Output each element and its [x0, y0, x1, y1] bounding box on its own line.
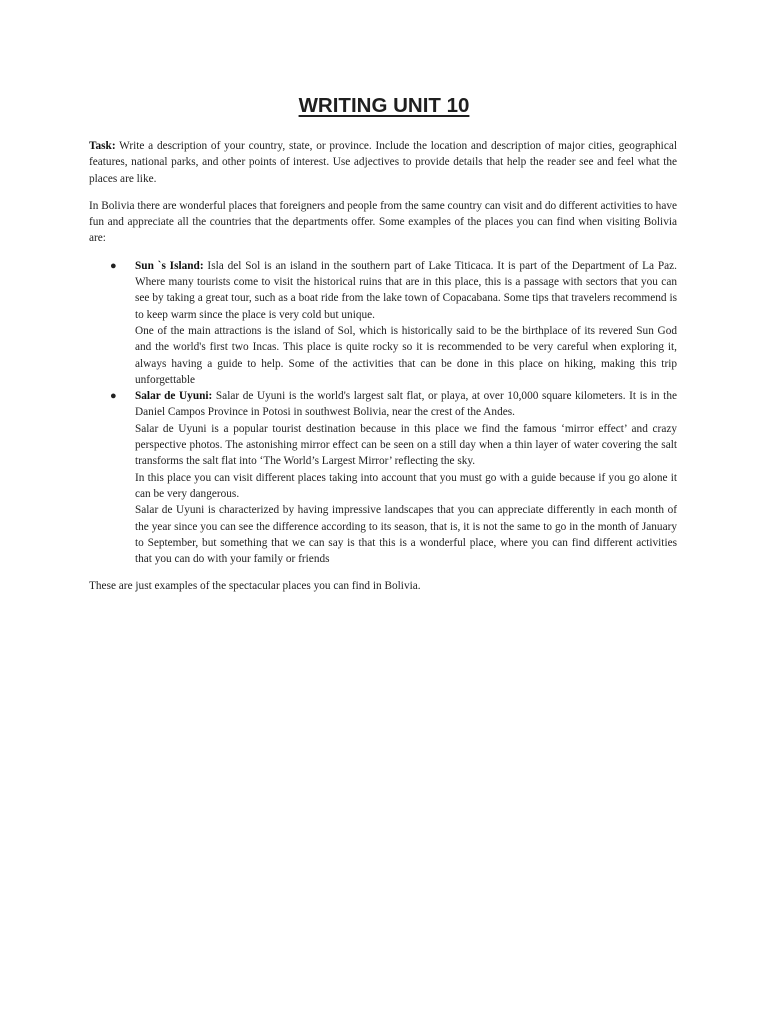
task-paragraph: [89, 138, 677, 187]
list-item-sun-island: [110, 258, 677, 388]
document-body: [89, 138, 677, 595]
place-paragraph: Salar de Uyuni: Salar de Uyuni is the world's largest salt flat, or playa, at over 10,000 square kilometers. It is in the Daniel Campos Province in Potosi in southwest Bolivia, near the crest of the Andes.: [135, 390, 677, 419]
place-name: Sun `s Island:: [135, 259, 204, 272]
place-paragraph: One of the main attractions is the island of Sol, which is historically said to be the birthplace of its revered Sun God and the world's first two Incas. This place is quite rocky so it is recommended to be very careful when exploring it, always having a guide to help. Some of the activities that can be done in this place on hiking, making this trip unforgettable: [135, 324, 677, 386]
document-title: WRITING UNIT 10: [298, 94, 470, 117]
list-item-salar-de-uyuni: [110, 388, 677, 567]
closing-paragraph: These are just examples of the spectacular places you can find in Bolivia.: [89, 580, 421, 593]
task-label: Task:: [89, 140, 116, 152]
place-paragraph: Salar de Uyuni is a popular tourist destination because in this place we find the famous ‘mirror effect’ and crazy perspective photos. The astonishing mirror effect can be seen on a still day when a thin layer of water covering the salt transforms the salt flat into ‘The World’s Largest Mirror’ reflecting the sky.: [135, 422, 677, 468]
task-text: Write a description of your country, state, or province. Include the location and description of major cities, geographical features, national parks, and other points of interest. Use adjectives to provide details that help the reader see and feel what the places are like.: [89, 140, 677, 185]
place-paragraph: Salar de Uyuni is characterized by having impressive landscapes that you can appreciate differently in each month of the year since you can see the difference according to its season, that is, it is not the same to go in the month of January to September, but something that we can say is that this is a wonderful place, where you can find different activities that you can do with your family or friends: [135, 504, 677, 566]
bullet-icon: ●: [110, 259, 117, 272]
bullet-icon: ●: [110, 390, 117, 403]
intro-paragraph: In Bolivia there are wonderful places that foreigners and people from the same country can visit and do different activities to have fun and appreciate all the countries that the departments offer. Some examples of the places you can find when visiting Bolivia are:: [89, 199, 677, 245]
place-paragraph: In this place you can visit different places taking into account that you must go with a guide because if you go alone it can be very dangerous.: [135, 471, 677, 500]
places-list: [89, 258, 677, 568]
place-paragraph: Sun `s Island: Isla del Sol is an island in the southern part of Lake Titicaca. It is part of the Department of La Paz. Where many tourists come to visit the historical ruins that are in this place, this is a passage with sectors that you can see by taking a great tour, such as a boat ride from the lake town of Copacabana. Some tips that travelers recommend is to keep warm since the place is very cold but unique.: [135, 259, 677, 321]
place-name: Salar de Uyuni:: [135, 390, 213, 403]
